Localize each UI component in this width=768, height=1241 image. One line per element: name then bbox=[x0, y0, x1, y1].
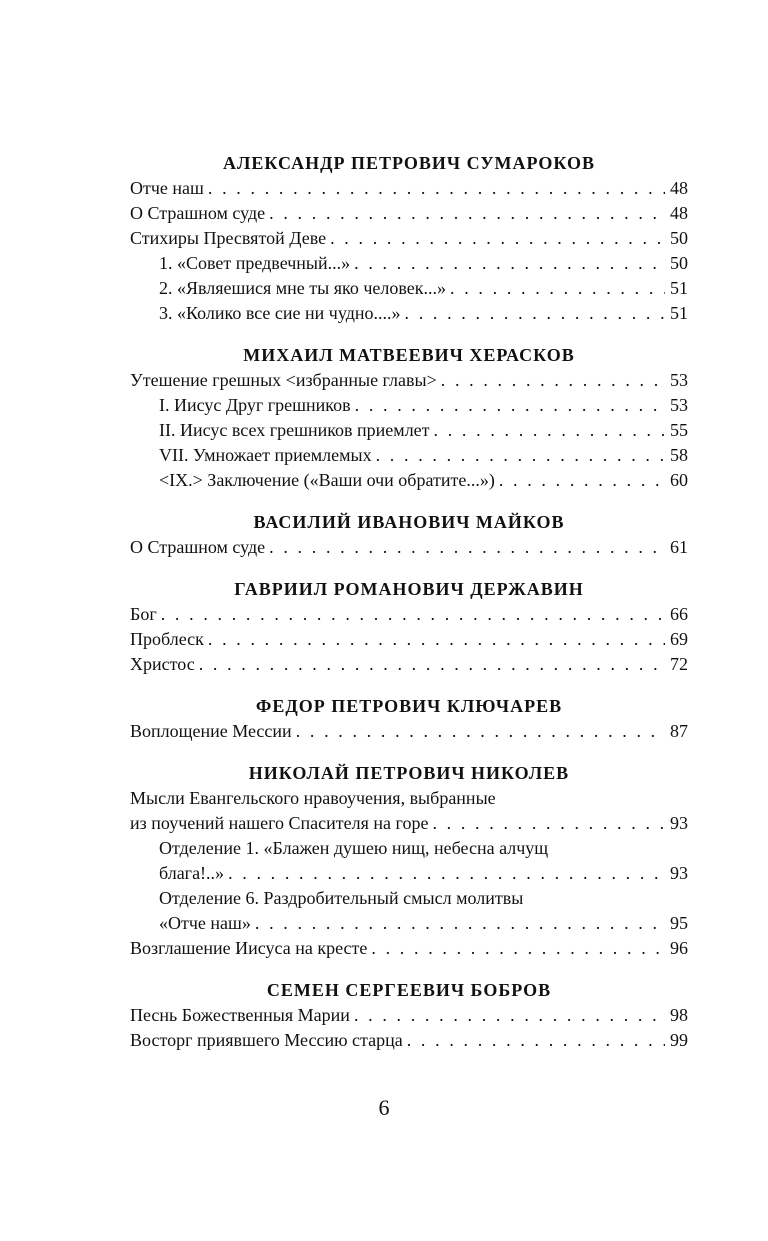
entry-title-line: Мысли Евангельского нравоучения, выбранные bbox=[130, 788, 496, 808]
entry-title: Стихиры Пресвятой Деве bbox=[130, 228, 327, 248]
dot-leader bbox=[199, 652, 665, 677]
author-heading: МИХАИЛ МАТВЕЕВИЧ ХЕРАСКОВ bbox=[243, 345, 575, 365]
page-number: 48 bbox=[670, 178, 688, 198]
page-number: 53 bbox=[670, 395, 688, 415]
author-heading: АЛЕКСАНДР ПЕТРОВИЧ СУМАРОКОВ bbox=[222, 153, 596, 173]
toc-entry bbox=[130, 627, 688, 652]
dot-leader bbox=[161, 602, 665, 627]
entry-title: Христос bbox=[130, 654, 195, 674]
dot-leader bbox=[354, 251, 665, 276]
page-number: 50 bbox=[670, 228, 688, 248]
toc-entry bbox=[130, 1003, 688, 1028]
dot-leader bbox=[330, 226, 665, 251]
page-number: 93 bbox=[670, 813, 688, 833]
page-number: 96 bbox=[670, 938, 688, 958]
entry-title: Утешение грешных <избранные главы> bbox=[130, 370, 437, 390]
dot-leader bbox=[354, 1003, 665, 1028]
toc-entry bbox=[130, 368, 688, 393]
toc-entry bbox=[130, 811, 688, 836]
toc-entry bbox=[130, 1028, 688, 1053]
toc-entry bbox=[130, 652, 688, 677]
author-heading: ГАВРИИЛ РОМАНОВИЧ ДЕРЖАВИН bbox=[234, 579, 584, 599]
author-heading: СЕМЕН СЕРГЕЕВИЧ БОБРОВ bbox=[266, 980, 552, 1000]
page-number: 50 bbox=[670, 253, 688, 273]
dot-leader bbox=[407, 1028, 665, 1053]
page-number: 69 bbox=[670, 629, 688, 649]
dot-leader bbox=[208, 176, 665, 201]
page-number: 61 bbox=[670, 537, 688, 557]
dot-leader bbox=[371, 936, 665, 961]
dot-leader bbox=[376, 443, 665, 468]
toc-entry bbox=[130, 535, 688, 560]
page-number: 58 bbox=[670, 445, 688, 465]
toc-subentry bbox=[130, 276, 688, 301]
page-number: 72 bbox=[670, 654, 688, 674]
page-number: 51 bbox=[670, 278, 688, 298]
toc-subentry bbox=[130, 393, 688, 418]
toc-subentry bbox=[130, 251, 688, 276]
page-number: 87 bbox=[670, 721, 688, 741]
toc-subentry bbox=[130, 301, 688, 326]
toc-subentry bbox=[130, 861, 688, 886]
entry-title: 2. «Являешися мне ты яко человек...» bbox=[159, 278, 447, 298]
toc-subentry bbox=[130, 443, 688, 468]
dot-leader bbox=[269, 535, 665, 560]
entry-title: О Страшном суде bbox=[130, 537, 266, 557]
page-number: 53 bbox=[670, 370, 688, 390]
entry-title: Воплощение Мессии bbox=[130, 721, 292, 741]
page-folio: 6 bbox=[378, 1095, 390, 1120]
dot-leader bbox=[269, 201, 665, 226]
entry-title: II. Иисус всех грешников приемлет bbox=[159, 420, 430, 440]
author-heading: ВАСИЛИЙ ИВАНОВИЧ МАЙКОВ bbox=[253, 512, 565, 532]
entry-title: VII. Умножает приемлемых bbox=[159, 445, 372, 465]
entry-title: I. Иисус Друг грешников bbox=[159, 395, 351, 415]
dot-leader bbox=[434, 418, 665, 443]
dot-leader bbox=[405, 301, 666, 326]
page-number: 51 bbox=[670, 303, 688, 323]
entry-title-line: Отделение 1. «Блажен душею нищ, небесна алчущ bbox=[159, 838, 549, 858]
table-of-contents bbox=[130, 150, 688, 1053]
entry-title: из поучений нашего Спасителя на горе bbox=[130, 813, 429, 833]
toc-subentry bbox=[130, 911, 688, 936]
entry-title: Песнь Божественныя Марии bbox=[130, 1005, 350, 1025]
dot-leader bbox=[228, 861, 665, 886]
page-number: 55 bbox=[670, 420, 688, 440]
page-number: 93 bbox=[670, 863, 688, 883]
toc-entry bbox=[130, 602, 688, 627]
page-number: 66 bbox=[670, 604, 688, 624]
entry-title: Отче наш bbox=[130, 178, 204, 198]
toc-entry bbox=[130, 226, 688, 251]
toc-entry bbox=[130, 201, 688, 226]
entry-title-line: Отделение 6. Раздробительный смысл молитвы bbox=[159, 888, 524, 908]
entry-title: Бог bbox=[130, 604, 157, 624]
dot-leader bbox=[432, 811, 665, 836]
dot-leader bbox=[499, 468, 665, 493]
toc-entry bbox=[130, 719, 688, 744]
entry-title: 1. «Совет предвечный...» bbox=[159, 253, 351, 273]
toc-entry bbox=[130, 176, 688, 201]
dot-leader bbox=[208, 627, 665, 652]
page-number: 48 bbox=[670, 203, 688, 223]
entry-title: Проблеск bbox=[130, 629, 204, 649]
toc-subentry bbox=[130, 468, 688, 493]
toc-entry bbox=[130, 936, 688, 961]
dot-leader bbox=[255, 911, 665, 936]
dot-leader bbox=[441, 368, 665, 393]
dot-leader bbox=[296, 719, 665, 744]
page-number: 98 bbox=[670, 1005, 688, 1025]
author-heading: НИКОЛАЙ ПЕТРОВИЧ НИКОЛЕВ bbox=[248, 763, 570, 783]
entry-title: блага!..» bbox=[159, 863, 225, 883]
dot-leader bbox=[355, 393, 665, 418]
page-number: 99 bbox=[670, 1030, 688, 1050]
author-heading: ФЕДОР ПЕТРОВИЧ КЛЮЧАРЕВ bbox=[255, 696, 563, 716]
entry-title: Возглашение Иисуса на кресте bbox=[130, 938, 368, 958]
entry-title: Восторг приявшего Мессию старца bbox=[130, 1030, 403, 1050]
entry-title: <IX.> Заключение («Ваши очи обратите...») bbox=[159, 470, 495, 490]
entry-title: О Страшном суде bbox=[130, 203, 266, 223]
entry-title: «Отче наш» bbox=[159, 913, 251, 933]
page-number: 60 bbox=[670, 470, 688, 490]
dot-leader bbox=[450, 276, 665, 301]
entry-title: 3. «Колико все сие ни чудно....» bbox=[159, 303, 401, 323]
toc-subentry bbox=[130, 418, 688, 443]
page-number: 95 bbox=[670, 913, 688, 933]
